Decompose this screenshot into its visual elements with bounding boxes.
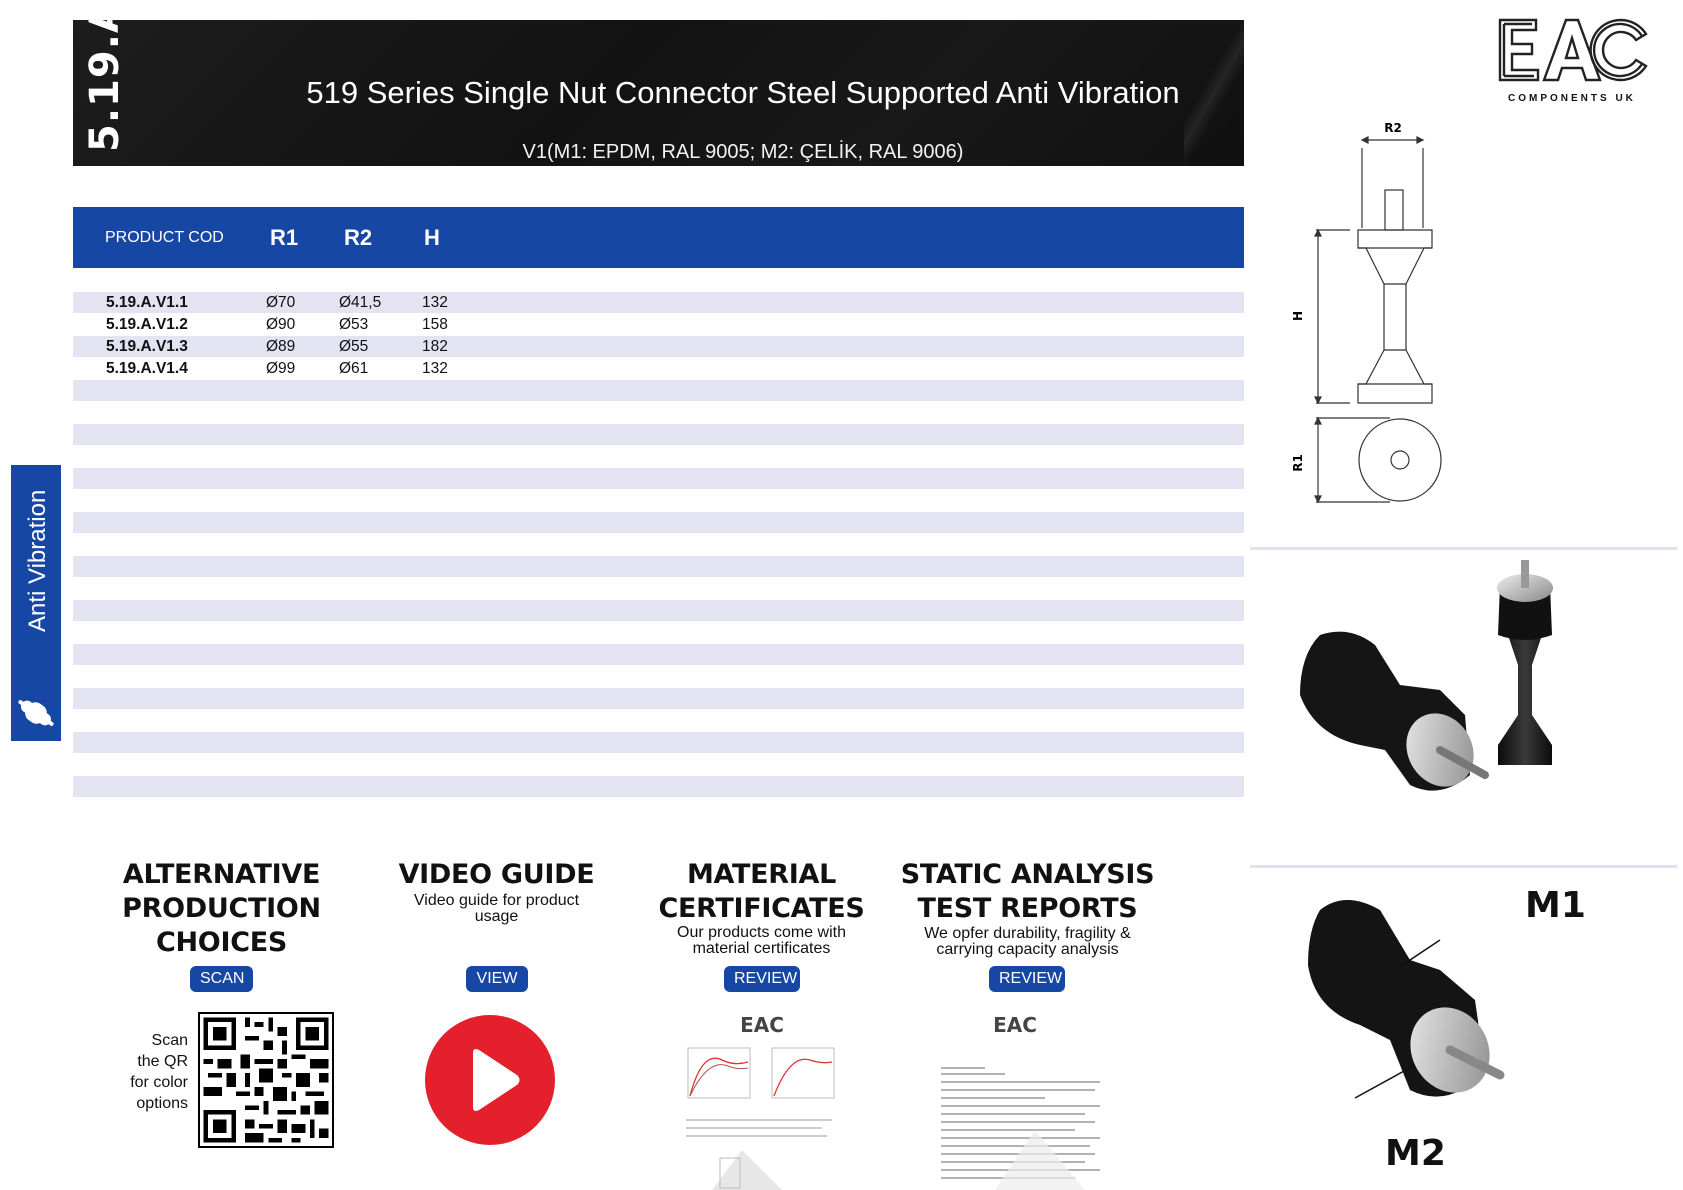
review-certificates-button[interactable]: REVIEW: [724, 966, 800, 992]
table-row: [73, 292, 673, 314]
cell-h: 132: [422, 360, 448, 377]
review-reports-button[interactable]: REVIEW: [989, 966, 1065, 992]
cell-product-code: 5.19.A.V1.2: [106, 316, 188, 333]
cell-r2: Ø61: [339, 360, 369, 377]
cell-r1: Ø70: [266, 294, 296, 311]
column-header-h: H: [424, 225, 440, 250]
cell-r1: Ø89: [266, 338, 296, 355]
doc-logo: EAC: [740, 1013, 784, 1037]
cell-product-code: 5.19.A.V1.3: [106, 338, 188, 355]
product-title: 519 Series Single Nut Connector Steel Supported Anti Vibration: [306, 75, 1180, 110]
product-render-pair: [1290, 565, 1620, 855]
cell-r1: Ø99: [266, 360, 296, 377]
test-report-document-thumbnail[interactable]: [935, 1010, 1115, 1190]
video-guide-title: VIDEO GUIDE: [398, 859, 595, 890]
table-stripe: [73, 468, 1244, 489]
material-certificates-title: MATERIAL CERTIFICATES: [658, 859, 865, 924]
callout-m2: M2: [1385, 1133, 1446, 1174]
table-stripe: [73, 556, 1244, 577]
play-icon[interactable]: [425, 1015, 555, 1145]
table-stripe: [73, 424, 1244, 445]
dimension-r1: R1: [1291, 454, 1305, 472]
dimension-h: H: [1291, 310, 1305, 322]
cell-r2: Ø53: [339, 316, 369, 333]
table-stripe: [73, 644, 1244, 665]
doc-logo: EAC: [993, 1013, 1037, 1037]
cell-h: 132: [422, 294, 448, 311]
scan-button[interactable]: SCAN: [190, 966, 253, 992]
table-row: [73, 336, 673, 358]
column-header-r2: R2: [344, 225, 373, 250]
product-subtitle: V1(M1: EPDM, RAL 9005; M2: ÇELİK, RAL 9006): [522, 141, 964, 163]
divider: [1250, 865, 1677, 868]
dimension-r2: R2: [1384, 121, 1402, 135]
header-banner: [73, 20, 1244, 166]
material-certificates-subtitle: Our products come with material certificates: [677, 924, 846, 957]
cell-product-code: 5.19.A.V1.4: [106, 360, 188, 377]
cell-product-code: 5.19.A.V1.1: [106, 294, 188, 311]
table-stripe: [73, 380, 1244, 401]
table-stripe: [73, 600, 1244, 621]
product-code: 5.19.A: [82, 1, 128, 152]
static-analysis-subtitle: We opfer durability, fragility & carrying capacity analysis: [924, 925, 1131, 958]
scan-instructions: Scan the QR for color options: [130, 1032, 188, 1112]
table-row: [73, 314, 673, 336]
category-label: Anti Vibration: [24, 489, 51, 632]
column-header-product-code: PRODUCT COD: [105, 229, 224, 246]
qr-code[interactable]: [199, 1013, 333, 1147]
technical-drawing: [1291, 118, 1550, 528]
divider: [1250, 547, 1677, 550]
video-guide-subtitle: Video guide for product usage: [413, 892, 580, 925]
cell-r1: Ø90: [266, 316, 296, 333]
table-stripe: [73, 732, 1244, 753]
callout-m1: M1: [1525, 885, 1586, 926]
static-analysis-title: STATIC ANALYSIS TEST REPORTS: [900, 859, 1155, 924]
table-row: [73, 358, 673, 380]
column-header-r1: R1: [270, 225, 299, 250]
cell-h: 182: [422, 338, 448, 355]
table-header: [73, 207, 1244, 268]
alternative-choices-title: ALTERNATIVE PRODUCTION CHOICES: [122, 859, 321, 958]
certificate-document-thumbnail[interactable]: [672, 1010, 852, 1190]
anti-vibration-icon: [13, 690, 59, 736]
table-stripe: [73, 688, 1244, 709]
table-stripe: [73, 512, 1244, 533]
table-stripe: [73, 776, 1244, 797]
cell-r2: Ø41,5: [339, 294, 382, 311]
cell-h: 158: [422, 316, 448, 333]
logo-subtext: COMPONENTS UK: [1508, 93, 1636, 104]
view-button[interactable]: VIEW: [466, 966, 528, 992]
cell-r2: Ø55: [339, 338, 369, 355]
